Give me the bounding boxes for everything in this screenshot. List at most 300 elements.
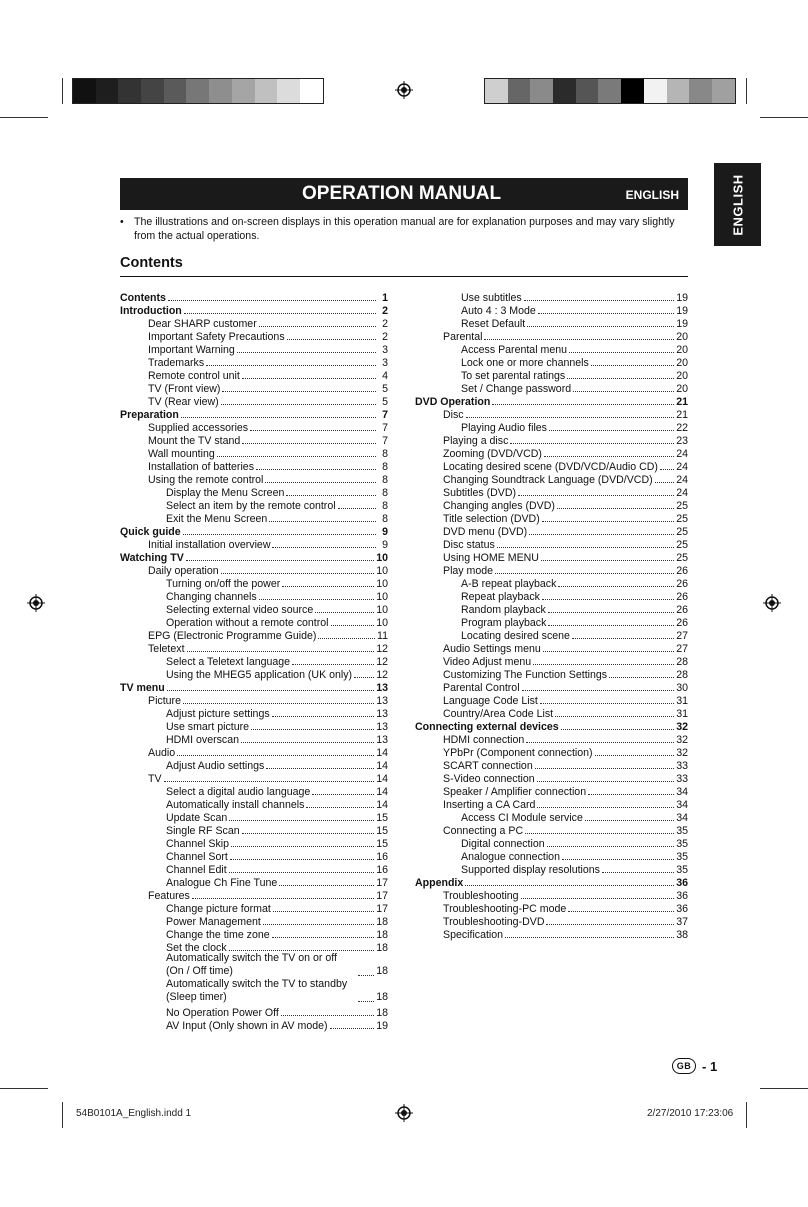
- toc-entry-title: Change the time zone: [166, 929, 270, 941]
- toc-entry-title: Turning on/off the power: [166, 578, 281, 590]
- toc-entry-title: Locating desired scene: [461, 630, 570, 642]
- toc-entry: [120, 523, 388, 536]
- toc-entry-title: Select a Teletext language: [166, 656, 291, 668]
- color-swatch: [300, 79, 323, 103]
- toc-entry-page: 7: [382, 435, 388, 447]
- toc-entry-title: Connecting external devices: [415, 721, 559, 733]
- toc-entry-title: DVD menu (DVD): [443, 526, 528, 538]
- toc-entry-title: Installation of batteries: [148, 461, 254, 473]
- toc-dot-leader: [492, 393, 674, 405]
- toc-dot-leader: [237, 341, 376, 353]
- toc-entry-title: Wall mounting: [148, 448, 215, 460]
- toc-entry-page: 12: [376, 643, 388, 655]
- toc-entry-title: Trademarks: [148, 357, 205, 369]
- toc-entry-page: 16: [376, 851, 388, 863]
- toc-entry-title: Adjust picture settings: [166, 708, 270, 720]
- toc-entry-page: 27: [676, 630, 688, 642]
- toc-dot-leader: [241, 731, 374, 743]
- toc-dot-leader: [521, 887, 675, 899]
- toc-entry: [120, 1004, 388, 1017]
- toc-dot-leader: [286, 484, 376, 496]
- toc-dot-leader: [242, 822, 375, 834]
- toc-entry-page: 26: [676, 578, 688, 590]
- toc-entry-title: Title selection (DVD): [443, 513, 540, 525]
- toc-entry: [415, 393, 688, 406]
- toc-entry-title: Changing angles (DVD): [443, 500, 555, 512]
- contents-heading: Contents: [120, 255, 183, 271]
- toc-entry-page: 33: [676, 773, 688, 785]
- toc-entry: [120, 978, 388, 1004]
- toc-entry: [120, 809, 388, 822]
- toc-dot-leader: [187, 640, 375, 652]
- toc-entry-title: Repeat playback: [461, 591, 540, 603]
- toc-dot-leader: [569, 341, 674, 353]
- toc-entry-title: Troubleshooting-DVD: [443, 916, 545, 928]
- language-side-tab: [714, 163, 761, 246]
- toc-dot-leader: [287, 328, 376, 340]
- toc-dot-leader: [273, 900, 374, 912]
- toc-entry-page: 19: [676, 318, 688, 330]
- language-label: ENGLISH: [625, 188, 679, 202]
- registration-mark-icon: [395, 81, 413, 99]
- toc-entry-page: 28: [676, 656, 688, 668]
- toc-entry-title: Using the MHEG5 application (UK only): [166, 669, 353, 681]
- trim-mark: [62, 78, 63, 104]
- toc-entry-title: Locating desired scene (DVD/VCD/Audio CD): [443, 461, 658, 473]
- toc-entry-title: Speaker / Amplifier connection: [443, 786, 587, 798]
- toc-dot-leader: [272, 536, 376, 548]
- toc-entry-page: 26: [676, 565, 688, 577]
- toc-dot-leader: [526, 731, 674, 743]
- toc-entry-page: 28: [676, 669, 688, 681]
- gb-badge: GB: [672, 1058, 696, 1074]
- toc-entry-page: 18: [376, 1007, 388, 1019]
- toc-entry: [120, 679, 388, 692]
- heading-rule: [120, 276, 688, 277]
- toc-dot-leader: [555, 705, 674, 717]
- toc-dot-leader: [358, 990, 374, 1002]
- toc-entry-title: Changing channels: [166, 591, 257, 603]
- toc-entry-title: Using the remote control: [148, 474, 264, 486]
- toc-entry-title: Automatically switch the TV on or off (On / Off time): [166, 952, 337, 977]
- toc-entry-page: 30: [676, 682, 688, 694]
- toc-entry-title: Changing Soundtrack Language (DVD/VCD): [443, 474, 653, 486]
- toc-entry-title: Appendix: [415, 877, 464, 889]
- toc-entry-page: 12: [376, 669, 388, 681]
- toc-dot-leader: [229, 861, 375, 873]
- toc-entry-page: 18: [376, 942, 388, 954]
- toc-entry: [120, 731, 388, 744]
- toc-dot-leader: [591, 354, 674, 366]
- toc-entry-title: Display the Menu Screen: [166, 487, 285, 499]
- toc-entry-title: Troubleshooting: [443, 890, 519, 902]
- disclaimer-text: The illustrations and on-screen displays in this operation manual are for explanation purposes and may vary slightly from the actual operations.: [134, 216, 675, 242]
- toc-entry-page: 36: [676, 903, 688, 915]
- toc-dot-leader: [540, 692, 674, 704]
- toc-dot-leader: [330, 1017, 375, 1029]
- toc-dot-leader: [557, 497, 674, 509]
- toc-entry-page: 18: [376, 965, 388, 977]
- toc-entry-title: TV menu: [120, 682, 165, 694]
- toc-dot-leader: [537, 796, 674, 808]
- toc-entry: [120, 887, 388, 900]
- page-number: [672, 1058, 717, 1074]
- toc-dot-leader: [259, 315, 376, 327]
- toc-entry-page: 8: [382, 474, 388, 486]
- toc-entry-page: 36: [676, 890, 688, 902]
- toc-entry-page: 17: [376, 903, 388, 915]
- toc-entry-page: 32: [676, 734, 688, 746]
- toc-entry-title: Dear SHARP customer: [148, 318, 257, 330]
- toc-entry-title: AV Input (Only shown in AV mode): [166, 1020, 328, 1032]
- toc-entry-page: 17: [376, 890, 388, 902]
- toc-entry-page: 25: [676, 513, 688, 525]
- toc-entry-title: Parental: [443, 331, 483, 343]
- toc-entry-page: 14: [376, 747, 388, 759]
- toc-dot-leader: [544, 445, 674, 457]
- color-swatch: [689, 79, 712, 103]
- toc-entry-title: Automatically install channels: [166, 799, 305, 811]
- toc-entry-page: 20: [676, 344, 688, 356]
- toc-entry-title: Important Warning: [148, 344, 235, 356]
- toc-entry-title: Language Code List: [443, 695, 538, 707]
- color-swatch: [485, 79, 508, 103]
- toc-dot-leader: [588, 783, 674, 795]
- trim-mark: [746, 1102, 747, 1128]
- toc-entry-page: 21: [676, 396, 688, 408]
- toc-dot-leader: [206, 354, 376, 366]
- toc-entry-page: 15: [376, 838, 388, 850]
- toc-entry-title: Teletext: [148, 643, 185, 655]
- toc-dot-leader: [282, 575, 374, 587]
- toc-dot-leader: [256, 458, 376, 470]
- bullet-icon: •: [120, 216, 124, 228]
- toc-entry-page: 25: [676, 539, 688, 551]
- toc-entry-title: Subtitles (DVD): [443, 487, 516, 499]
- color-swatch: [255, 79, 278, 103]
- toc-dot-leader: [164, 770, 375, 782]
- toc-dot-leader: [181, 406, 376, 418]
- toc-entry-title: Digital connection: [461, 838, 545, 850]
- toc-entry: [415, 601, 688, 614]
- toc-entry-title: Exit the Menu Screen: [166, 513, 268, 525]
- toc-entry: [415, 432, 688, 445]
- toc-entry-page: 14: [376, 799, 388, 811]
- toc-entry-page: 8: [382, 500, 388, 512]
- side-tab-label: ENGLISH: [730, 173, 745, 236]
- toc-entry-page: 34: [676, 799, 688, 811]
- toc-entry-title: Analogue Ch Fine Tune: [166, 877, 278, 889]
- trim-mark: [746, 78, 747, 104]
- toc-entry-page: 17: [376, 877, 388, 889]
- toc-entry-page: 34: [676, 786, 688, 798]
- toc-entry-title: Audio Settings menu: [443, 643, 541, 655]
- toc-entry-page: 7: [382, 422, 388, 434]
- toc-entry-page: 13: [376, 708, 388, 720]
- color-swatch: [277, 79, 300, 103]
- toc-entry-title: Watching TV: [120, 552, 184, 564]
- toc-entry-title: HDMI overscan: [166, 734, 239, 746]
- toc-entry-title: SCART connection: [443, 760, 533, 772]
- toc-entry-title: Channel Sort: [166, 851, 228, 863]
- toc-entry-title: Features: [148, 890, 190, 902]
- toc-entry-title: Disc: [443, 409, 464, 421]
- toc-entry-page: 15: [376, 812, 388, 824]
- toc-entry-page: 32: [676, 721, 688, 733]
- toc-entry-page: 18: [376, 991, 388, 1003]
- toc-entry-title: Mount the TV stand: [148, 435, 241, 447]
- toc-entry-page: 23: [676, 435, 688, 447]
- toc-entry-title: Parental Control: [443, 682, 520, 694]
- toc-dot-leader: [272, 926, 375, 938]
- toc-entry: [415, 315, 688, 328]
- toc-entry-page: 24: [676, 474, 688, 486]
- toc-entry-page: 37: [676, 916, 688, 928]
- toc-entry-title: Using HOME MENU: [443, 552, 539, 564]
- toc-entry-page: 13: [376, 734, 388, 746]
- toc-entry-title: Quick guide: [120, 526, 181, 538]
- toc-entry-page: 9: [382, 526, 388, 538]
- toc-entry: [415, 302, 688, 315]
- toc-dot-leader: [543, 640, 674, 652]
- toc-entry-title: Zooming (DVD/VCD): [443, 448, 542, 460]
- toc-entry-title: Daily operation: [148, 565, 219, 577]
- toc-entry: [120, 952, 388, 978]
- toc-dot-leader: [602, 861, 674, 873]
- toc-dot-leader: [354, 666, 374, 678]
- toc-dot-leader: [222, 380, 376, 392]
- toc-dot-leader: [495, 562, 674, 574]
- toc-entry-page: 20: [676, 357, 688, 369]
- toc-entry-page: 24: [676, 448, 688, 460]
- toc-entry-page: 14: [376, 773, 388, 785]
- toc-entry: [415, 848, 688, 861]
- toc-dot-leader: [585, 809, 674, 821]
- toc-entry-title: YPbPr (Component connection): [443, 747, 593, 759]
- toc-entry: [120, 939, 388, 952]
- toc-entry: [120, 835, 388, 848]
- toc-entry-title: Disc status: [443, 539, 495, 551]
- toc-dot-leader: [573, 380, 674, 392]
- toc-dot-leader: [217, 445, 376, 457]
- toc-dot-leader: [183, 692, 374, 704]
- color-swatch: [118, 79, 141, 103]
- toc-entry-title: Selecting external video source: [166, 604, 314, 616]
- color-swatch: [644, 79, 667, 103]
- footer-file: 54B0101A_English.indd 1: [76, 1108, 192, 1119]
- toc-dot-leader: [541, 549, 674, 561]
- toc-entry-title: Inserting a CA Card: [443, 799, 536, 811]
- toc-entry-page: 10: [376, 604, 388, 616]
- toc-dot-leader: [358, 964, 374, 976]
- toc-entry-page: 35: [676, 851, 688, 863]
- toc-dot-leader: [609, 666, 674, 678]
- toc-entry-title: Power Management: [166, 916, 261, 928]
- toc-entry-page: 12: [376, 656, 388, 668]
- toc-dot-leader: [465, 874, 674, 886]
- toc-entry-title: Operation without a remote control: [166, 617, 329, 629]
- toc-entry-page: 8: [382, 461, 388, 473]
- toc-dot-leader: [221, 393, 376, 405]
- toc-entry-page: 10: [376, 565, 388, 577]
- color-swatch: [73, 79, 96, 103]
- color-swatch: [712, 79, 735, 103]
- toc-dot-leader: [251, 718, 374, 730]
- toc-entry-page: 3: [382, 357, 388, 369]
- toc-entry-page: 24: [676, 487, 688, 499]
- color-bar-left: [72, 78, 324, 104]
- toc-entry-title: Set / Change password: [461, 383, 572, 395]
- toc-entry-page: 26: [676, 604, 688, 616]
- toc-entry-title: Channel Edit: [166, 864, 227, 876]
- toc-entry-title: Auto 4 : 3 Mode: [461, 305, 536, 317]
- toc-entry-page: 35: [676, 825, 688, 837]
- toc-dot-leader: [572, 627, 674, 639]
- toc-entry: [120, 848, 388, 861]
- toc-entry-page: 5: [382, 396, 388, 408]
- toc-entry-page: 32: [676, 747, 688, 759]
- manual-title: OPERATION MANUAL: [302, 183, 502, 204]
- toc-dot-leader: [269, 510, 376, 522]
- toc-entry-title: DVD Operation: [415, 396, 491, 408]
- trim-mark: [760, 117, 808, 118]
- toc-dot-leader: [167, 679, 374, 691]
- toc-dot-leader: [230, 848, 374, 860]
- toc-entry-title: Change picture format: [166, 903, 271, 915]
- toc-entry-title: Introduction: [120, 305, 182, 317]
- toc-entry-page: 5: [382, 383, 388, 395]
- color-swatch: [232, 79, 255, 103]
- toc-dot-leader: [292, 653, 374, 665]
- toc-entry-title: No Operation Power Off: [166, 1007, 279, 1019]
- toc-entry-page: 20: [676, 331, 688, 343]
- toc-entry-page: 3: [382, 344, 388, 356]
- toc-dot-leader: [315, 601, 374, 613]
- toc-dot-leader: [242, 432, 376, 444]
- toc-entry-title: TV (Front view): [148, 383, 221, 395]
- toc-dot-leader: [272, 705, 375, 717]
- toc-dot-leader: [537, 770, 675, 782]
- toc-dot-leader: [558, 575, 674, 587]
- toc-dot-leader: [168, 289, 376, 301]
- toc-dot-leader: [281, 1004, 374, 1016]
- toc-entry-page: 8: [382, 487, 388, 499]
- toc-entry-title: Lock one or more channels: [461, 357, 589, 369]
- toc-entry: [120, 718, 388, 731]
- toc-dot-leader: [505, 926, 674, 938]
- toc-entry: [415, 640, 688, 653]
- registration-mark-icon: [27, 594, 45, 612]
- toc-dot-leader: [535, 757, 674, 769]
- toc-entry-page: 10: [376, 617, 388, 629]
- color-swatch: [553, 79, 576, 103]
- toc-entry-page: 13: [376, 682, 388, 694]
- toc-entry-page: 10: [376, 578, 388, 590]
- toc-entry-title: Play mode: [443, 565, 494, 577]
- toc-entry-page: 19: [376, 1020, 388, 1032]
- toc-dot-leader: [538, 302, 674, 314]
- toc-entry-title: Use subtitles: [461, 292, 522, 304]
- color-swatch: [164, 79, 187, 103]
- toc-entry: [120, 822, 388, 835]
- toc-entry-page: 13: [376, 695, 388, 707]
- toc-entry-title: TV: [148, 773, 162, 785]
- toc-entry-title: Specification: [443, 929, 504, 941]
- toc-entry-page: 2: [382, 331, 388, 343]
- color-bar-right: [484, 78, 736, 104]
- toc-dot-leader: [549, 419, 674, 431]
- toc-entry-page: 25: [676, 526, 688, 538]
- toc-dot-leader: [562, 848, 674, 860]
- toc-dot-leader: [186, 549, 374, 561]
- toc-dot-leader: [306, 796, 374, 808]
- toc-entry-title: Playing Audio files: [461, 422, 547, 434]
- toc-dot-leader: [568, 900, 674, 912]
- toc-entry-title: Access Parental menu: [461, 344, 567, 356]
- toc-entry-page: 16: [376, 864, 388, 876]
- trim-mark: [62, 1102, 63, 1128]
- toc-entry-title: Troubleshooting-PC mode: [443, 903, 567, 915]
- toc-entry: [415, 588, 688, 601]
- toc-dot-leader: [533, 653, 674, 665]
- toc-dot-leader: [183, 523, 376, 535]
- toc-entry-page: 7: [382, 409, 388, 421]
- color-swatch: [141, 79, 164, 103]
- toc-dot-leader: [546, 913, 674, 925]
- toc-dot-leader: [466, 406, 675, 418]
- toc-entry: [120, 861, 388, 874]
- color-swatch: [96, 79, 119, 103]
- color-swatch: [598, 79, 621, 103]
- toc-dot-leader: [231, 835, 374, 847]
- toc-dot-leader: [525, 822, 674, 834]
- toc-entry-page: 27: [676, 643, 688, 655]
- toc-dot-leader: [184, 302, 376, 314]
- toc-entry-page: 24: [676, 461, 688, 473]
- toc-entry-title: Access CI Module service: [461, 812, 583, 824]
- toc-entry-title: Select a digital audio language: [166, 786, 311, 798]
- footer-stamp: 2/27/2010 17:23:06: [647, 1108, 734, 1119]
- toc-dot-leader: [338, 497, 376, 509]
- toc-entry-title: Single RF Scan: [166, 825, 240, 837]
- toc-dot-leader: [263, 913, 374, 925]
- toc-entry-title: Preparation: [120, 409, 179, 421]
- toc-entry-title: Program playback: [461, 617, 547, 629]
- toc-entry-page: 1: [382, 292, 388, 304]
- toc-dot-leader: [548, 601, 674, 613]
- toc-entry: [415, 874, 688, 887]
- page-number-text: - 1: [702, 1058, 718, 1074]
- toc-entry-title: Select an item by the remote control: [166, 500, 336, 512]
- color-swatch: [186, 79, 209, 103]
- toc-entry-title: Adjust Audio settings: [166, 760, 265, 772]
- toc-entry-title: Supported display resolutions: [461, 864, 600, 876]
- toc-dot-leader: [484, 328, 674, 340]
- toc-dot-leader: [192, 887, 374, 899]
- toc-dot-leader: [655, 471, 675, 483]
- toc-dot-leader: [561, 718, 675, 730]
- toc-dot-leader: [279, 874, 374, 886]
- toc-entry-page: 33: [676, 760, 688, 772]
- toc-dot-leader: [518, 484, 674, 496]
- toc-entry-page: 13: [376, 721, 388, 733]
- toc-entry-page: 4: [382, 370, 388, 382]
- toc-entry-page: 25: [676, 500, 688, 512]
- toc-entry-page: 18: [376, 916, 388, 928]
- toc-entry-page: 8: [382, 448, 388, 460]
- toc-entry: [120, 289, 388, 302]
- toc-entry-page: 26: [676, 617, 688, 629]
